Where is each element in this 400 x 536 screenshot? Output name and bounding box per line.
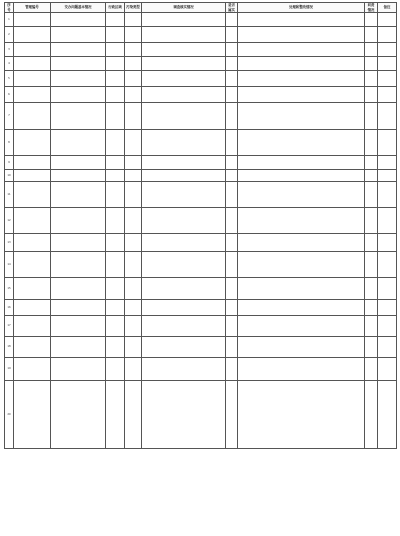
cell-pollution-type bbox=[125, 156, 142, 170]
cell-accountability bbox=[365, 71, 378, 87]
cell-district bbox=[106, 316, 125, 337]
cell-problem bbox=[51, 71, 106, 87]
cell-investigation bbox=[142, 300, 226, 316]
cell-note bbox=[378, 43, 397, 57]
cell-seq: 19 bbox=[5, 358, 14, 381]
cell-pollution-type bbox=[125, 316, 142, 337]
cell-pollution-type bbox=[125, 13, 142, 27]
cell-note bbox=[378, 57, 397, 71]
cell-code bbox=[14, 156, 51, 170]
header-verified: 是否属实 bbox=[226, 3, 238, 13]
cell-district bbox=[106, 300, 125, 316]
cell-accountability bbox=[365, 170, 378, 182]
table-row bbox=[5, 252, 397, 278]
cell-investigation bbox=[142, 57, 226, 71]
table-row bbox=[5, 358, 397, 381]
cell-problem bbox=[51, 43, 106, 57]
cell-problem bbox=[51, 234, 106, 252]
cell-investigation bbox=[142, 234, 226, 252]
cell-code bbox=[14, 208, 51, 234]
cell-handling bbox=[238, 381, 365, 449]
cell-handling bbox=[238, 71, 365, 87]
cell-district bbox=[106, 156, 125, 170]
cell-note bbox=[378, 130, 397, 156]
cell-seq: 4 bbox=[5, 57, 14, 71]
cell-district bbox=[106, 234, 125, 252]
cell-seq: 8 bbox=[5, 130, 14, 156]
cell-pollution-type bbox=[125, 208, 142, 234]
cell-note bbox=[378, 170, 397, 182]
cell-note bbox=[378, 27, 397, 43]
cell-accountability bbox=[365, 13, 378, 27]
header-handling: 处理和整改情况 bbox=[238, 3, 365, 13]
cell-district bbox=[106, 252, 125, 278]
document-page bbox=[4, 2, 396, 532]
cell-investigation bbox=[142, 381, 226, 449]
cell-investigation bbox=[142, 87, 226, 103]
table-row bbox=[5, 381, 397, 449]
table-row bbox=[5, 156, 397, 170]
cell-accountability bbox=[365, 300, 378, 316]
cell-handling bbox=[238, 278, 365, 300]
cell-district bbox=[106, 358, 125, 381]
cell-code bbox=[14, 27, 51, 43]
header-code: 管理编号 bbox=[14, 3, 51, 13]
header-accountability: 问责情况 bbox=[365, 3, 378, 13]
cell-verified bbox=[226, 87, 238, 103]
cell-verified bbox=[226, 337, 238, 358]
cell-verified bbox=[226, 182, 238, 208]
cell-accountability bbox=[365, 156, 378, 170]
cell-district bbox=[106, 130, 125, 156]
cell-investigation bbox=[142, 182, 226, 208]
cell-district bbox=[106, 208, 125, 234]
cell-district bbox=[106, 381, 125, 449]
cell-verified bbox=[226, 57, 238, 71]
cell-accountability bbox=[365, 358, 378, 381]
cell-seq: 15 bbox=[5, 278, 14, 300]
table-row bbox=[5, 27, 397, 43]
cell-pollution-type bbox=[125, 358, 142, 381]
cell-seq: 16 bbox=[5, 300, 14, 316]
cell-investigation bbox=[142, 103, 226, 130]
table-row bbox=[5, 316, 397, 337]
cell-accountability bbox=[365, 103, 378, 130]
cell-accountability bbox=[365, 234, 378, 252]
cell-handling bbox=[238, 300, 365, 316]
cell-investigation bbox=[142, 156, 226, 170]
cell-seq: 12 bbox=[5, 208, 14, 234]
cell-verified bbox=[226, 13, 238, 27]
table-row bbox=[5, 278, 397, 300]
cell-seq: 9 bbox=[5, 156, 14, 170]
cell-code bbox=[14, 87, 51, 103]
cell-note bbox=[378, 71, 397, 87]
cell-accountability bbox=[365, 130, 378, 156]
cell-note bbox=[378, 252, 397, 278]
cell-handling bbox=[238, 337, 365, 358]
cell-code bbox=[14, 316, 51, 337]
table-row bbox=[5, 43, 397, 57]
cell-verified bbox=[226, 252, 238, 278]
header-seq: 序号 bbox=[5, 3, 14, 13]
cell-problem bbox=[51, 87, 106, 103]
cell-verified bbox=[226, 156, 238, 170]
cell-pollution-type bbox=[125, 27, 142, 43]
cell-seq: 10 bbox=[5, 170, 14, 182]
table-row bbox=[5, 182, 397, 208]
cell-investigation bbox=[142, 278, 226, 300]
cell-code bbox=[14, 103, 51, 130]
cell-handling bbox=[238, 87, 365, 103]
cell-handling bbox=[238, 170, 365, 182]
cell-problem bbox=[51, 182, 106, 208]
table-row bbox=[5, 57, 397, 71]
cell-pollution-type bbox=[125, 57, 142, 71]
table-body bbox=[5, 13, 397, 449]
cell-problem bbox=[51, 57, 106, 71]
cell-seq: 11 bbox=[5, 182, 14, 208]
cell-note bbox=[378, 381, 397, 449]
cell-verified bbox=[226, 234, 238, 252]
cell-handling bbox=[238, 27, 365, 43]
cell-problem bbox=[51, 103, 106, 130]
cell-note bbox=[378, 208, 397, 234]
header-problem: 交办问题基本情况 bbox=[51, 3, 106, 13]
cell-accountability bbox=[365, 57, 378, 71]
header-pollution-type: 污染类型 bbox=[125, 3, 142, 13]
cell-code bbox=[14, 43, 51, 57]
cell-investigation bbox=[142, 252, 226, 278]
cell-accountability bbox=[365, 337, 378, 358]
cell-pollution-type bbox=[125, 278, 142, 300]
cell-seq: 6 bbox=[5, 87, 14, 103]
cell-problem bbox=[51, 130, 106, 156]
cell-handling bbox=[238, 182, 365, 208]
cell-code bbox=[14, 57, 51, 71]
cell-investigation bbox=[142, 27, 226, 43]
cell-pollution-type bbox=[125, 87, 142, 103]
cell-verified bbox=[226, 358, 238, 381]
cell-verified bbox=[226, 381, 238, 449]
table-row bbox=[5, 208, 397, 234]
cell-handling bbox=[238, 57, 365, 71]
cell-investigation bbox=[142, 358, 226, 381]
cell-pollution-type bbox=[125, 182, 142, 208]
cell-pollution-type bbox=[125, 103, 142, 130]
cell-pollution-type bbox=[125, 300, 142, 316]
complaint-handling-table bbox=[4, 2, 397, 449]
cell-verified bbox=[226, 43, 238, 57]
cell-code bbox=[14, 170, 51, 182]
cell-investigation bbox=[142, 130, 226, 156]
cell-code bbox=[14, 130, 51, 156]
cell-handling bbox=[238, 316, 365, 337]
table-row bbox=[5, 300, 397, 316]
cell-problem bbox=[51, 381, 106, 449]
table-row bbox=[5, 234, 397, 252]
cell-note bbox=[378, 156, 397, 170]
cell-note bbox=[378, 103, 397, 130]
cell-district bbox=[106, 103, 125, 130]
cell-accountability bbox=[365, 252, 378, 278]
cell-code bbox=[14, 358, 51, 381]
cell-district bbox=[106, 278, 125, 300]
cell-code bbox=[14, 337, 51, 358]
header-investigation: 调查核实情况 bbox=[142, 3, 226, 13]
cell-pollution-type bbox=[125, 130, 142, 156]
cell-handling bbox=[238, 103, 365, 130]
cell-district bbox=[106, 57, 125, 71]
cell-seq: 3 bbox=[5, 43, 14, 57]
cell-district bbox=[106, 71, 125, 87]
cell-pollution-type bbox=[125, 337, 142, 358]
cell-problem bbox=[51, 300, 106, 316]
cell-verified bbox=[226, 27, 238, 43]
cell-seq: 18 bbox=[5, 337, 14, 358]
cell-problem bbox=[51, 13, 106, 27]
cell-investigation bbox=[142, 13, 226, 27]
cell-district bbox=[106, 87, 125, 103]
cell-accountability bbox=[365, 278, 378, 300]
cell-handling bbox=[238, 43, 365, 57]
cell-problem bbox=[51, 316, 106, 337]
cell-seq: 17 bbox=[5, 316, 14, 337]
cell-pollution-type bbox=[125, 170, 142, 182]
cell-note bbox=[378, 337, 397, 358]
cell-handling bbox=[238, 130, 365, 156]
cell-note bbox=[378, 300, 397, 316]
cell-code bbox=[14, 381, 51, 449]
cell-verified bbox=[226, 103, 238, 130]
cell-handling bbox=[238, 234, 365, 252]
cell-district bbox=[106, 13, 125, 27]
cell-district bbox=[106, 337, 125, 358]
table-row bbox=[5, 103, 397, 130]
header-district: 行政区域 bbox=[106, 3, 125, 13]
cell-pollution-type bbox=[125, 381, 142, 449]
table-header-row bbox=[5, 3, 397, 13]
cell-verified bbox=[226, 130, 238, 156]
cell-note bbox=[378, 182, 397, 208]
cell-handling bbox=[238, 208, 365, 234]
cell-seq: 20 bbox=[5, 381, 14, 449]
cell-investigation bbox=[142, 71, 226, 87]
cell-handling bbox=[238, 13, 365, 27]
cell-accountability bbox=[365, 43, 378, 57]
cell-code bbox=[14, 278, 51, 300]
cell-investigation bbox=[142, 316, 226, 337]
cell-pollution-type bbox=[125, 252, 142, 278]
cell-code bbox=[14, 182, 51, 208]
table-row bbox=[5, 13, 397, 27]
cell-seq: 13 bbox=[5, 234, 14, 252]
cell-accountability bbox=[365, 27, 378, 43]
cell-problem bbox=[51, 170, 106, 182]
cell-accountability bbox=[365, 87, 378, 103]
cell-note bbox=[378, 87, 397, 103]
cell-code bbox=[14, 13, 51, 27]
cell-problem bbox=[51, 27, 106, 43]
table-row bbox=[5, 170, 397, 182]
cell-handling bbox=[238, 156, 365, 170]
cell-district bbox=[106, 43, 125, 57]
cell-accountability bbox=[365, 381, 378, 449]
cell-handling bbox=[238, 358, 365, 381]
cell-accountability bbox=[365, 182, 378, 208]
cell-pollution-type bbox=[125, 71, 142, 87]
cell-verified bbox=[226, 71, 238, 87]
cell-problem bbox=[51, 252, 106, 278]
cell-accountability bbox=[365, 316, 378, 337]
cell-problem bbox=[51, 337, 106, 358]
cell-note bbox=[378, 278, 397, 300]
cell-pollution-type bbox=[125, 43, 142, 57]
cell-problem bbox=[51, 358, 106, 381]
table-row bbox=[5, 337, 397, 358]
cell-seq: 14 bbox=[5, 252, 14, 278]
cell-code bbox=[14, 252, 51, 278]
cell-code bbox=[14, 71, 51, 87]
cell-accountability bbox=[365, 208, 378, 234]
header-note: 备注 bbox=[378, 3, 397, 13]
cell-problem bbox=[51, 156, 106, 170]
cell-investigation bbox=[142, 170, 226, 182]
table-row bbox=[5, 130, 397, 156]
cell-seq: 2 bbox=[5, 27, 14, 43]
table-row bbox=[5, 87, 397, 103]
cell-seq: 7 bbox=[5, 103, 14, 130]
cell-district bbox=[106, 182, 125, 208]
cell-pollution-type bbox=[125, 234, 142, 252]
cell-investigation bbox=[142, 208, 226, 234]
cell-investigation bbox=[142, 43, 226, 57]
cell-handling bbox=[238, 252, 365, 278]
cell-note bbox=[378, 234, 397, 252]
cell-seq: 1 bbox=[5, 13, 14, 27]
cell-verified bbox=[226, 170, 238, 182]
cell-problem bbox=[51, 208, 106, 234]
cell-code bbox=[14, 234, 51, 252]
cell-verified bbox=[226, 316, 238, 337]
cell-seq: 5 bbox=[5, 71, 14, 87]
cell-problem bbox=[51, 278, 106, 300]
cell-verified bbox=[226, 208, 238, 234]
cell-district bbox=[106, 27, 125, 43]
cell-note bbox=[378, 13, 397, 27]
table-row bbox=[5, 71, 397, 87]
cell-code bbox=[14, 300, 51, 316]
cell-verified bbox=[226, 278, 238, 300]
cell-verified bbox=[226, 300, 238, 316]
cell-note bbox=[378, 316, 397, 337]
cell-district bbox=[106, 170, 125, 182]
cell-note bbox=[378, 358, 397, 381]
cell-investigation bbox=[142, 337, 226, 358]
